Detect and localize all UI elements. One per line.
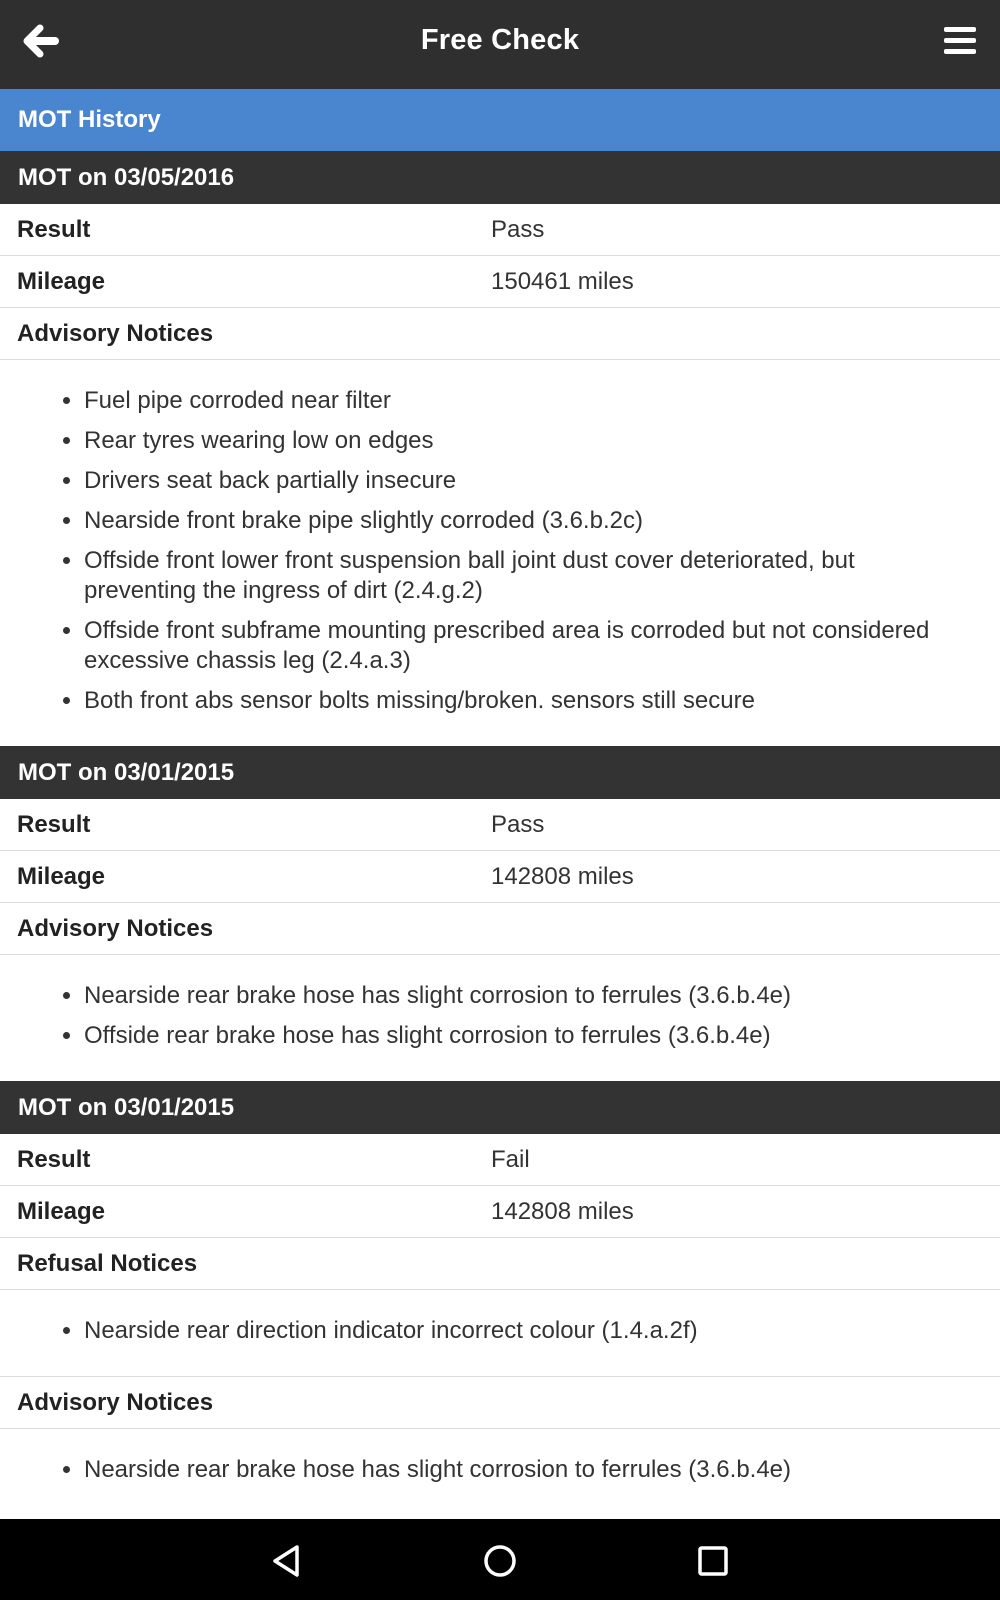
result-value: Fail	[491, 1145, 530, 1173]
mot-record	[0, 746, 1000, 1081]
page-title: Free Check	[420, 24, 580, 56]
mileage-label: Mileage	[17, 1197, 106, 1225]
mot-record	[0, 1081, 1000, 1515]
result-value: Pass	[491, 810, 545, 838]
result-row	[0, 799, 1000, 851]
advisory-list	[0, 360, 1000, 746]
advisory-item: • Drivers seat back partially insecure	[84, 466, 960, 496]
advisory-item: • Rear tyres wearing low on edges	[84, 426, 960, 456]
nav-home-icon[interactable]	[480, 1541, 520, 1581]
app-header	[0, 0, 1000, 89]
advisory-item: • Offside rear brake hose has slight corrosion to ferrules (3.6.b.4e)	[84, 1021, 960, 1051]
mileage-value: 142808 miles	[491, 1197, 634, 1225]
hamburger-menu-icon[interactable]	[942, 24, 978, 58]
mot-history-content[interactable]	[0, 89, 1000, 1519]
advisory-notices-title: Advisory Notices	[0, 1377, 1000, 1429]
refusal-list	[0, 1290, 1000, 1376]
advisory-item: • Fuel pipe corroded near filter	[84, 386, 960, 416]
section-title: MOT History	[0, 89, 1000, 151]
advisory-item: • Nearside rear brake hose has slight corrosion to ferrules (3.6.b.4e)	[84, 1455, 960, 1485]
mot-date-header: MOT on 03/01/2015	[0, 746, 1000, 799]
mileage-value: 142808 miles	[491, 862, 634, 890]
mileage-value: 150461 miles	[491, 267, 634, 295]
mileage-row	[0, 256, 1000, 308]
advisory-item: • Offside front lower front suspension ball joint dust cover deteriorated, but preventing the ingress of dirt (2.4.g.2)	[84, 546, 960, 606]
mileage-label: Mileage	[17, 267, 106, 295]
result-value: Pass	[491, 215, 545, 243]
advisory-item: • Nearside front brake pipe slightly corroded (3.6.b.2c)	[84, 506, 960, 536]
refusal-item: • Nearside rear direction indicator incorrect colour (1.4.a.2f)	[84, 1316, 960, 1346]
mileage-row	[0, 1186, 1000, 1238]
mot-record	[0, 151, 1000, 746]
result-label: Result	[17, 215, 91, 243]
advisory-list	[0, 1429, 1000, 1515]
advisory-item: • Offside front subframe mounting prescribed area is corroded but not considered excessive chassis leg (2.4.a.3)	[84, 616, 960, 676]
mot-date-header: MOT on 03/05/2016	[0, 151, 1000, 204]
nav-recents-icon[interactable]	[693, 1541, 733, 1581]
advisory-item: • Both front abs sensor bolts missing/broken. sensors still secure	[84, 686, 960, 716]
mot-date-header: MOT on 03/01/2015	[0, 1081, 1000, 1134]
refusal-notices-title: Refusal Notices	[0, 1238, 1000, 1290]
result-label: Result	[17, 810, 91, 838]
nav-back-icon[interactable]	[267, 1541, 307, 1581]
advisory-notices-title: Advisory Notices	[0, 903, 1000, 955]
result-label: Result	[17, 1145, 91, 1173]
result-row	[0, 204, 1000, 256]
mileage-label: Mileage	[17, 862, 106, 890]
advisory-notices-title: Advisory Notices	[0, 308, 1000, 360]
mileage-row	[0, 851, 1000, 903]
system-navigation-bar	[0, 1519, 1000, 1600]
advisory-list	[0, 955, 1000, 1081]
result-row	[0, 1134, 1000, 1186]
advisory-item: • Nearside rear brake hose has slight corrosion to ferrules (3.6.b.4e)	[84, 981, 960, 1011]
